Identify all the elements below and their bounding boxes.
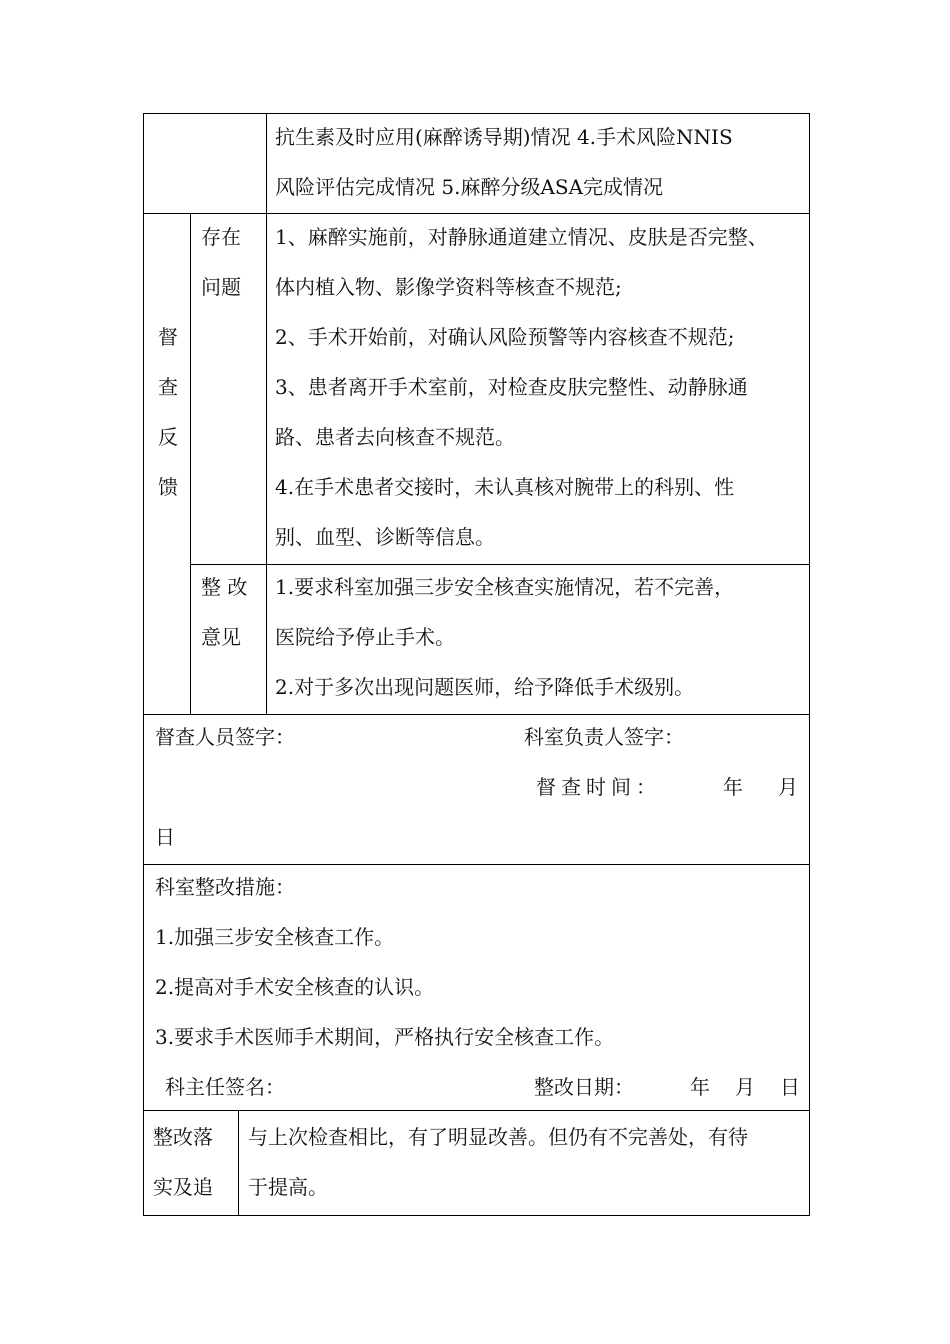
measures-title: 科室整改措施： [155, 875, 295, 899]
inspection-month-label: 月 [778, 775, 798, 799]
followup-line: 与上次检查相比，有了明显改善。但仍有不完善处，有待 [248, 1125, 748, 1149]
table-line [809, 113, 810, 1216]
rectification-day-label: 日 [780, 1075, 800, 1099]
inspection-day-label: 日 [155, 825, 175, 849]
problems-label: 存在 [201, 225, 241, 249]
feedback-label-char: 馈 [158, 475, 178, 499]
rectification-line: 1.要求科室加强三步安全核查实施情况，若不完善， [275, 575, 735, 599]
dept-head-signature-label: 科室负责人签字： [524, 725, 684, 749]
table-line [143, 113, 144, 1216]
measure-item: 2.提高对手术安全核查的认识。 [155, 975, 435, 999]
rectification-line: 2.对于多次出现问题医师，给予降低手术级别。 [275, 675, 695, 699]
measure-item: 3.要求手术医师手术期间，严格执行安全核查工作。 [155, 1025, 615, 1049]
followup-line: 于提高。 [248, 1175, 328, 1199]
followup-label: 实及追 [153, 1175, 213, 1199]
checklist-line: 抗生素及时应用(麻醉诱导期)情况 4.手术风险NNIS [275, 125, 733, 149]
table-line [143, 1215, 810, 1216]
rectification-year-label: 年 [690, 1075, 710, 1099]
problem-line: 路、患者去向核查不规范。 [275, 425, 515, 449]
problem-line: 4.在手术患者交接时，未认真核对腕带上的科别、性 [275, 475, 735, 499]
inspection-year-label: 年 [723, 775, 743, 799]
table-line [190, 213, 191, 714]
table-line [266, 113, 267, 714]
measure-item: 1.加强三步安全核查工作。 [155, 925, 395, 949]
rectification-label: 整 改 [201, 575, 248, 599]
inspector-signature-label: 督查人员签字： [155, 725, 295, 749]
inspection-time-label: 督查时间： [536, 775, 661, 799]
rectification-month-label: 月 [735, 1075, 755, 1099]
table-line [238, 1110, 239, 1215]
checklist-line: 风险评估完成情况 5.麻醉分级ASA完成情况 [275, 175, 664, 199]
problems-label: 问题 [201, 275, 241, 299]
problem-line: 体内植入物、影像学资料等核查不规范; [275, 275, 622, 299]
problem-line: 3、患者离开手术室前，对检查皮肤完整性、动静脉通 [275, 375, 748, 399]
feedback-label-char: 反 [158, 425, 178, 449]
rectification-label: 意见 [201, 625, 241, 649]
director-signature-label: 科主任签名： [165, 1075, 285, 1099]
problem-line: 别、血型、诊断等信息。 [275, 525, 495, 549]
feedback-label-char: 查 [158, 375, 178, 399]
followup-label: 整改落 [153, 1125, 213, 1149]
rectification-date-label: 整改日期： [534, 1075, 634, 1099]
problem-line: 1、麻醉实施前，对静脉通道建立情况、皮肤是否完整、 [275, 225, 768, 249]
rectification-line: 医院给予停止手术。 [275, 625, 455, 649]
feedback-label-char: 督 [158, 325, 178, 349]
feedback-section-label [157, 312, 179, 512]
problem-line: 2、手术开始前，对确认风险预警等内容核查不规范; [275, 325, 735, 349]
